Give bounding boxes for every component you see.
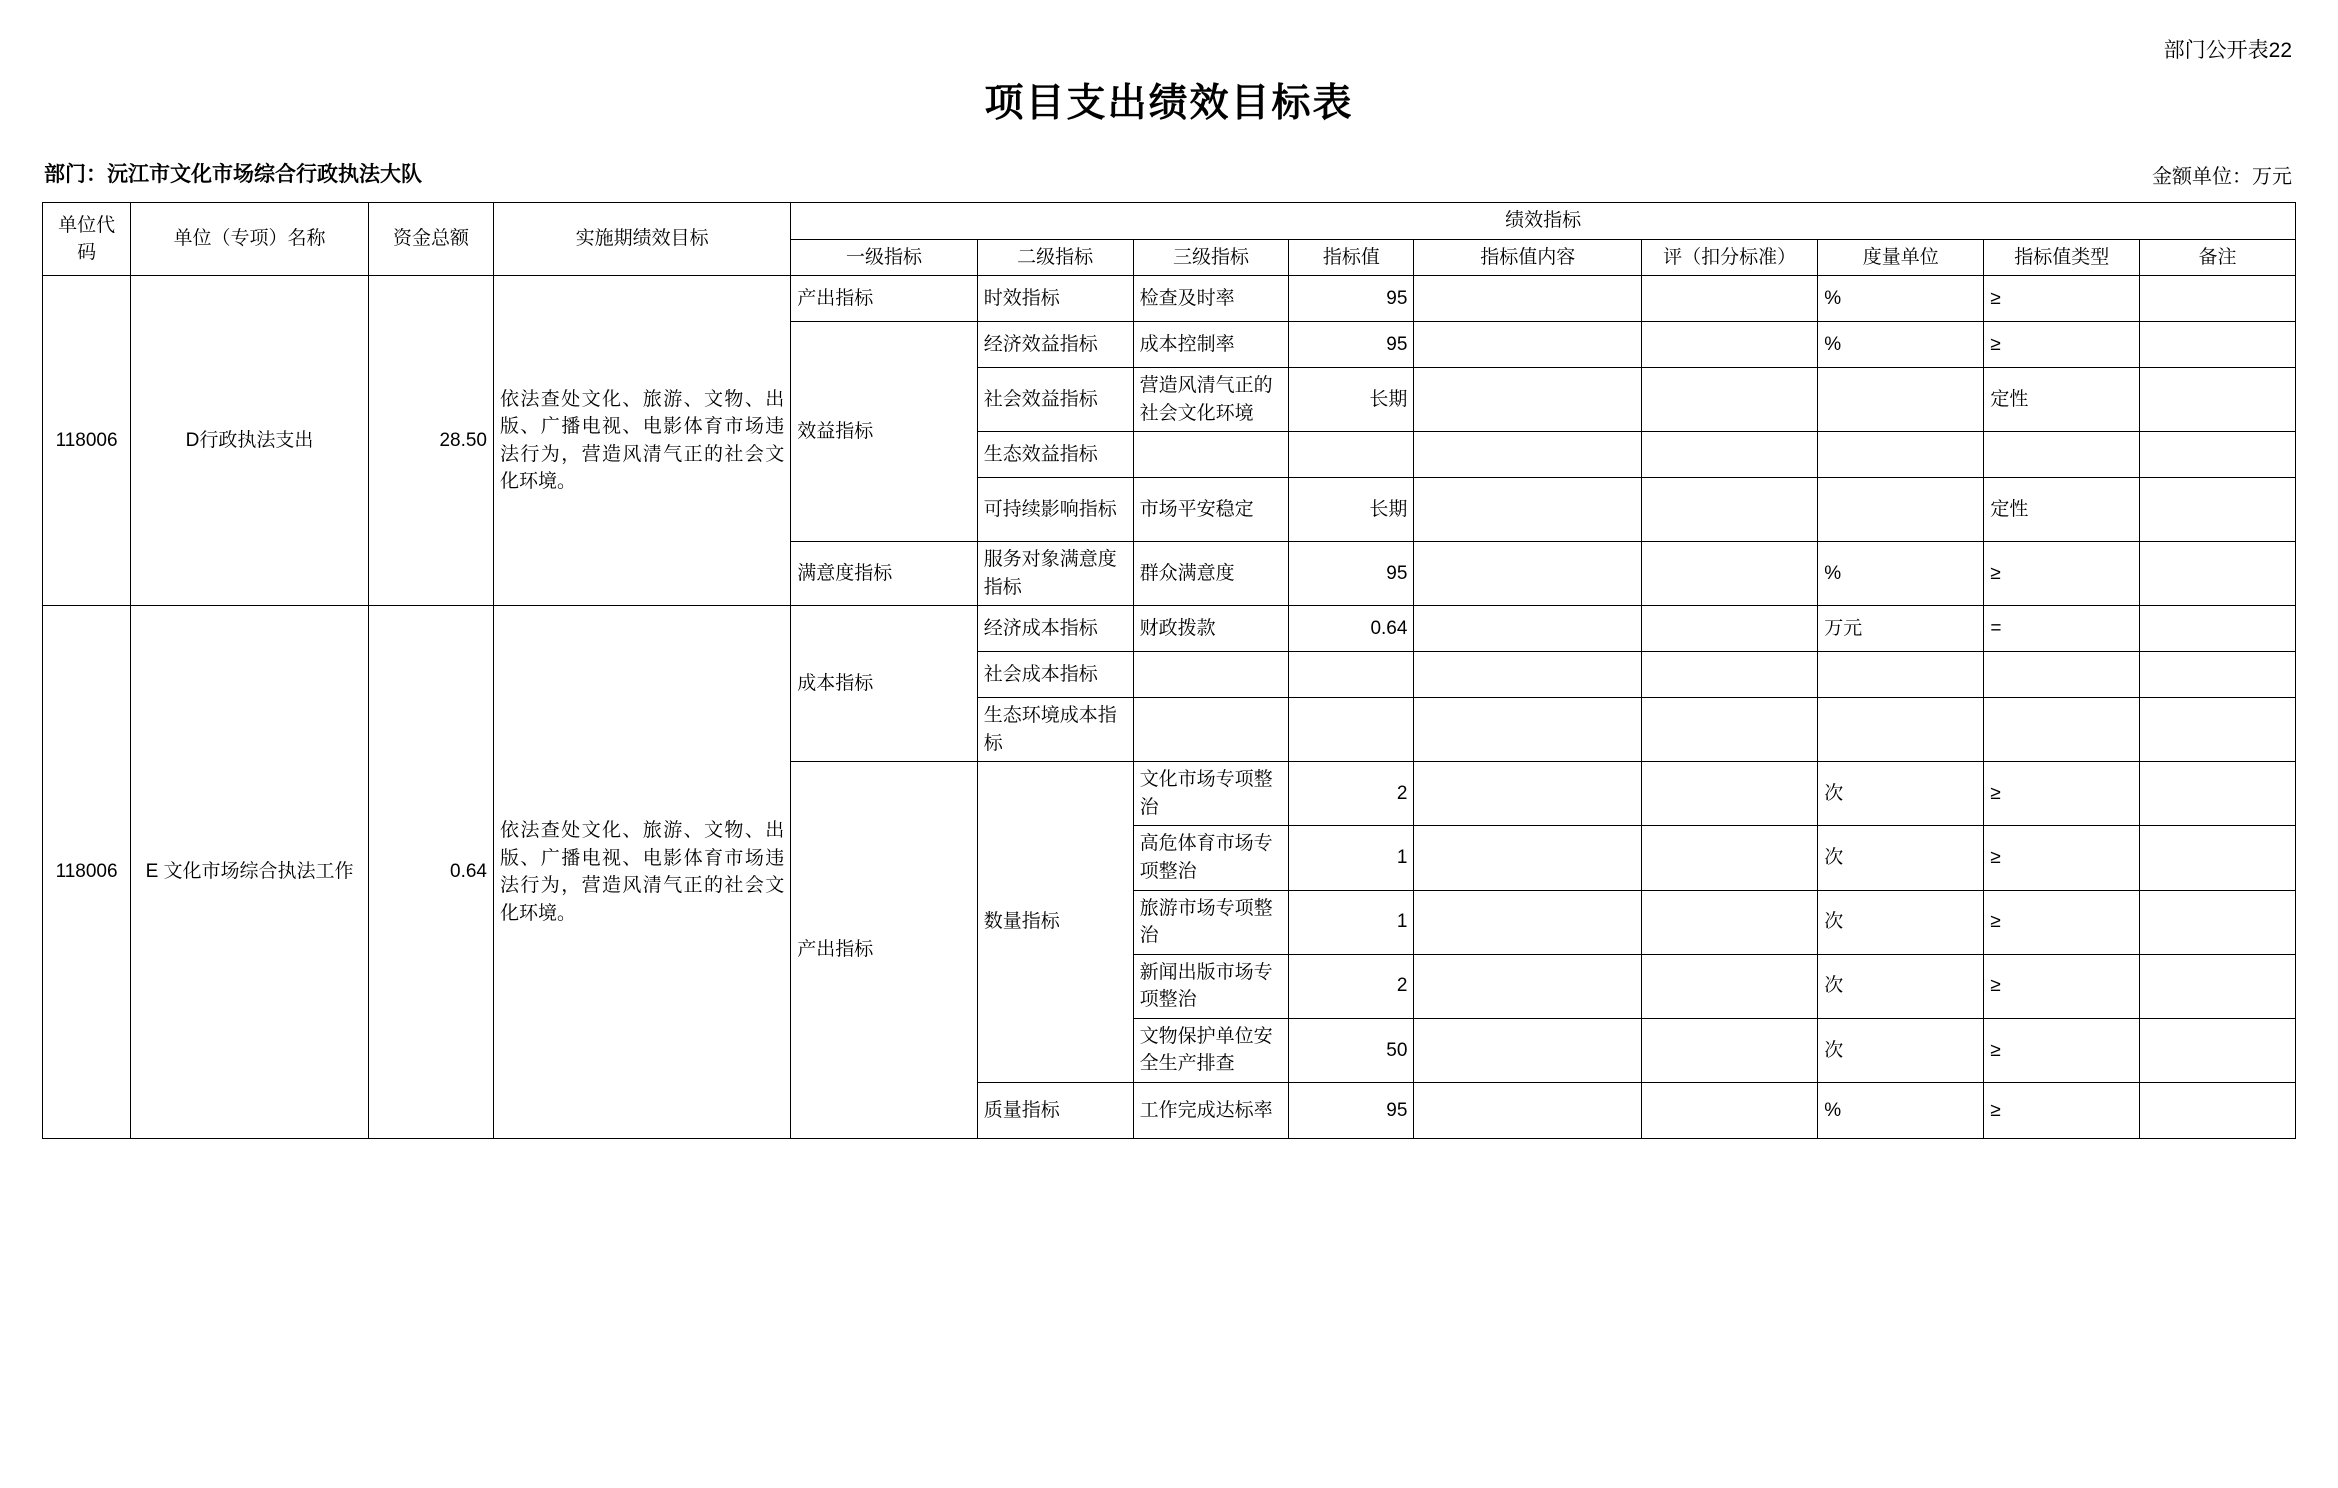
cell-target-value-type: ≥ [1984, 276, 2140, 322]
cell-remark [2140, 826, 2296, 890]
cell-score-standard [1641, 698, 1817, 762]
cell-unit-code: 118006 [43, 276, 131, 606]
cell-level2-indicator: 时效指标 [977, 276, 1133, 322]
cell-target-value-type: ≥ [1984, 542, 2140, 606]
cell-measure-unit: 次 [1818, 826, 1984, 890]
cell-level2-indicator: 经济效益指标 [977, 322, 1133, 368]
cell-level2-indicator: 服务对象满意度指标 [977, 542, 1133, 606]
cell-level2-indicator: 质量指标 [977, 1082, 1133, 1138]
cell-target-value [1289, 432, 1414, 478]
cell-target-value-type [1984, 652, 2140, 698]
cell-remark [2140, 698, 2296, 762]
cell-target-value-content [1414, 478, 1642, 542]
cell-level3-indicator: 新闻出版市场专项整治 [1133, 954, 1289, 1018]
th-fund-total: 资金总额 [368, 203, 493, 276]
th-target-value: 指标值 [1289, 239, 1414, 276]
page-title: 项目支出绩效目标表 [984, 82, 1354, 125]
cell-target-value-type [1984, 698, 2140, 762]
cell-remark [2140, 1082, 2296, 1138]
cell-level2-indicator: 社会效益指标 [977, 368, 1133, 432]
cell-target-value-type [1984, 432, 2140, 478]
cell-target-value-type: ≥ [1984, 890, 2140, 954]
department-label: 部门：沅江市文化市场综合行政执法大队 [44, 163, 422, 186]
cell-level3-indicator: 旅游市场专项整治 [1133, 890, 1289, 954]
cell-score-standard [1641, 954, 1817, 1018]
cell-measure-unit [1818, 698, 1984, 762]
th-measure-unit: 度量单位 [1818, 239, 1984, 276]
cell-measure-unit: 次 [1818, 762, 1984, 826]
cell-level2-indicator: 社会成本指标 [977, 652, 1133, 698]
cell-level3-indicator: 成本控制率 [1133, 322, 1289, 368]
cell-target-value-type: ≥ [1984, 954, 2140, 1018]
cell-unit-code: 118006 [43, 606, 131, 1139]
cell-fund-total: 28.50 [368, 276, 493, 606]
cell-score-standard [1641, 890, 1817, 954]
cell-measure-unit [1818, 652, 1984, 698]
cell-remark [2140, 890, 2296, 954]
cell-measure-unit: % [1818, 542, 1984, 606]
th-level2: 二级指标 [977, 239, 1133, 276]
cell-level3-indicator: 高危体育市场专项整治 [1133, 826, 1289, 890]
cell-measure-unit: % [1818, 322, 1984, 368]
cell-score-standard [1641, 1018, 1817, 1082]
cell-target-value-content [1414, 1082, 1642, 1138]
cell-level3-indicator: 营造风清气正的社会文化环境 [1133, 368, 1289, 432]
cell-target-value: 95 [1289, 542, 1414, 606]
cell-target-value-content [1414, 606, 1642, 652]
cell-target-value-type: = [1984, 606, 2140, 652]
cell-level3-indicator: 市场平安稳定 [1133, 478, 1289, 542]
cell-remark [2140, 606, 2296, 652]
th-score-standard: 评（扣分标准） [1641, 239, 1817, 276]
cell-remark [2140, 276, 2296, 322]
cell-target-value-type: ≥ [1984, 1082, 2140, 1138]
cell-target-value: 50 [1289, 1018, 1414, 1082]
cell-score-standard [1641, 478, 1817, 542]
cell-target-value-content [1414, 762, 1642, 826]
cell-target-value: 95 [1289, 322, 1414, 368]
th-period-goal: 实施期绩效目标 [493, 203, 790, 276]
cell-target-value-type: 定性 [1984, 478, 2140, 542]
cell-level3-indicator: 工作完成达标率 [1133, 1082, 1289, 1138]
cell-target-value: 长期 [1289, 478, 1414, 542]
cell-remark [2140, 1018, 2296, 1082]
cell-measure-unit [1818, 432, 1984, 478]
cell-target-value-type: ≥ [1984, 762, 2140, 826]
cell-remark [2140, 478, 2296, 542]
cell-target-value: 1 [1289, 826, 1414, 890]
table-head [43, 203, 2296, 276]
cell-target-value-content [1414, 322, 1642, 368]
th-level1: 一级指标 [791, 239, 978, 276]
table-body [43, 276, 2296, 1139]
form-number-label: 部门公开表22 [2163, 39, 2292, 62]
cell-target-value [1289, 652, 1414, 698]
th-level3: 三级指标 [1133, 239, 1289, 276]
cell-target-value-content [1414, 542, 1642, 606]
cell-level3-indicator: 检查及时率 [1133, 276, 1289, 322]
cell-target-value-type: ≥ [1984, 1018, 2140, 1082]
cell-score-standard [1641, 826, 1817, 890]
cell-level2-indicator: 生态环境成本指标 [977, 698, 1133, 762]
cell-score-standard [1641, 276, 1817, 322]
table-row [43, 276, 2296, 322]
cell-target-value: 95 [1289, 1082, 1414, 1138]
amount-unit-label: 金额单位：万元 [2152, 166, 2292, 188]
cell-target-value-type: ≥ [1984, 826, 2140, 890]
cell-score-standard [1641, 542, 1817, 606]
cell-remark [2140, 762, 2296, 826]
cell-score-standard [1641, 432, 1817, 478]
cell-level2-indicator: 生态效益指标 [977, 432, 1133, 478]
th-performance-indicators: 绩效指标 [791, 203, 2296, 240]
cell-score-standard [1641, 652, 1817, 698]
cell-level1-indicator: 产出指标 [791, 276, 978, 322]
cell-target-value-content [1414, 954, 1642, 1018]
th-target-value-content: 指标值内容 [1414, 239, 1642, 276]
cell-level3-indicator: 财政拨款 [1133, 606, 1289, 652]
cell-target-value-content [1414, 368, 1642, 432]
cell-remark [2140, 368, 2296, 432]
cell-remark [2140, 432, 2296, 478]
cell-score-standard [1641, 606, 1817, 652]
table-row [43, 606, 2296, 652]
cell-level3-indicator: 文化市场专项整治 [1133, 762, 1289, 826]
th-target-value-type: 指标值类型 [1984, 239, 2140, 276]
cell-target-value-type: ≥ [1984, 322, 2140, 368]
cell-level2-indicator: 数量指标 [977, 762, 1133, 1082]
th-remark: 备注 [2140, 239, 2296, 276]
cell-score-standard [1641, 762, 1817, 826]
cell-fund-total: 0.64 [368, 606, 493, 1139]
cell-score-standard [1641, 368, 1817, 432]
cell-level3-indicator: 群众满意度 [1133, 542, 1289, 606]
cell-target-value: 95 [1289, 276, 1414, 322]
cell-target-value-content [1414, 890, 1642, 954]
cell-measure-unit: 次 [1818, 1018, 1984, 1082]
cell-target-value-content [1414, 826, 1642, 890]
cell-measure-unit [1818, 368, 1984, 432]
cell-score-standard [1641, 1082, 1817, 1138]
th-unit-code: 单位代码 [43, 203, 131, 276]
cell-level3-indicator: 文物保护单位安全生产排查 [1133, 1018, 1289, 1082]
cell-target-value: 2 [1289, 954, 1414, 1018]
cell-level1-indicator: 产出指标 [791, 762, 978, 1138]
cell-target-value-type: 定性 [1984, 368, 2140, 432]
cell-measure-unit: 次 [1818, 890, 1984, 954]
cell-level3-indicator [1133, 698, 1289, 762]
meta-row [0, 158, 2338, 192]
cell-target-value: 长期 [1289, 368, 1414, 432]
cell-target-value [1289, 698, 1414, 762]
cell-target-value-content [1414, 432, 1642, 478]
cell-period-goal: 依法查处文化、旅游、文物、出版、广播电视、电影体育市场违法行为，营造风清气正的社会文化环境。 [493, 276, 790, 606]
table-header-row-1 [43, 203, 2296, 240]
cell-target-value-content [1414, 698, 1642, 762]
cell-remark [2140, 652, 2296, 698]
cell-remark [2140, 542, 2296, 606]
cell-measure-unit: 万元 [1818, 606, 1984, 652]
cell-target-value-content [1414, 276, 1642, 322]
cell-remark [2140, 954, 2296, 1018]
th-unit-name: 单位（专项）名称 [131, 203, 369, 276]
cell-level3-indicator [1133, 432, 1289, 478]
cell-level1-indicator: 成本指标 [791, 606, 978, 762]
cell-measure-unit [1818, 478, 1984, 542]
cell-target-value: 1 [1289, 890, 1414, 954]
cell-target-value-content [1414, 1018, 1642, 1082]
cell-level2-indicator: 可持续影响指标 [977, 478, 1133, 542]
cell-target-value: 2 [1289, 762, 1414, 826]
cell-period-goal: 依法查处文化、旅游、文物、出版、广播电视、电影体育市场违法行为，营造风清气正的社会文化环境。 [493, 606, 790, 1139]
cell-remark [2140, 322, 2296, 368]
cell-measure-unit: % [1818, 1082, 1984, 1138]
cell-level2-indicator: 经济成本指标 [977, 606, 1133, 652]
cell-score-standard [1641, 322, 1817, 368]
cell-level1-indicator: 满意度指标 [791, 542, 978, 606]
cell-unit-name: E 文化市场综合执法工作 [131, 606, 369, 1139]
cell-measure-unit: 次 [1818, 954, 1984, 1018]
cell-level1-indicator: 效益指标 [791, 322, 978, 542]
cell-measure-unit: % [1818, 276, 1984, 322]
cell-target-value-content [1414, 652, 1642, 698]
cell-target-value: 0.64 [1289, 606, 1414, 652]
cell-level3-indicator [1133, 652, 1289, 698]
cell-unit-name: D行政执法支出 [131, 276, 369, 606]
performance-target-table [42, 202, 2296, 1139]
